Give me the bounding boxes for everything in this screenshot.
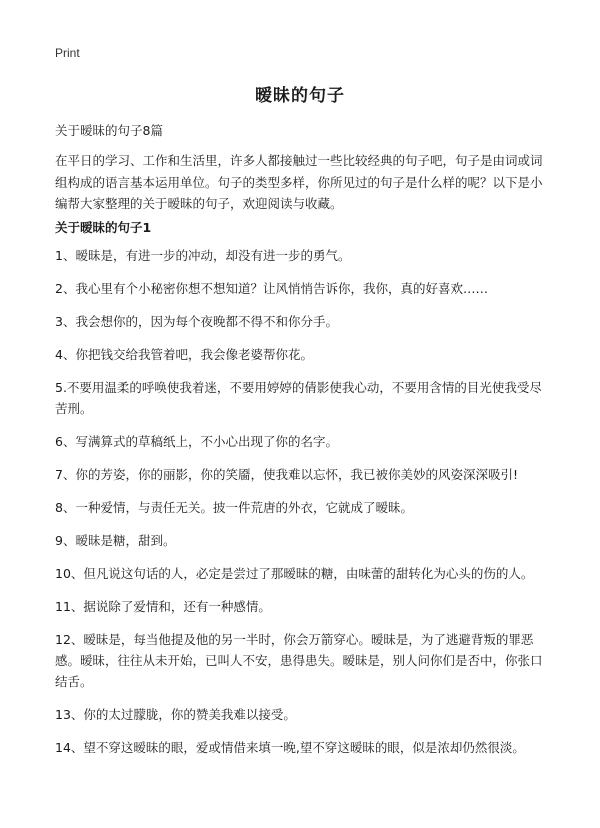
- section-heading: 关于暧昧的句子1: [55, 220, 152, 235]
- list-item: 12、暧昧是，每当他提及他的另一半时，你会万箭穿心。暧昧是，为了逃避背叛的罪恶感。暧昧，往往从未开始，已叫人不安，患得患失。暧昧是，别人问你们是否中，你张口结舌。: [55, 632, 543, 689]
- list-item: 7、你的芳姿，你的丽影，你的笑靥，使我难以忘怀，我已被你美妙的风姿深深吸引!: [55, 467, 518, 482]
- list-item: 1、暧昧是，有进一步的冲动，却没有进一步的勇气。: [55, 248, 351, 263]
- list-item: 2、我心里有个小秘密你想不想知道？让风悄悄告诉你，我你，真的好喜欢……: [55, 281, 488, 296]
- page-title: 暧昧的句子: [255, 86, 345, 106]
- list-item: 10、但凡说这句话的人，必定是尝过了那暧昧的糖，由味蕾的甜转化为心头的伤的人。: [55, 566, 534, 581]
- document-subtitle: 关于暧昧的句子8篇: [55, 123, 163, 138]
- list-item: 3、我会想你的，因为每个夜晚都不得不和你分手。: [55, 314, 338, 329]
- list-item: 14、望不穿这暧昧的眼，爱或情借来填一晚,望不穿这暧昧的眼，似是浓却仍然很淡。: [55, 740, 525, 755]
- list-item: 13、你的太过朦胧，你的赞美我难以接受。: [55, 707, 296, 722]
- list-item: 4、你把钱交给我管着吧，我会像老婆帮你花。: [55, 347, 313, 362]
- sentence-list: [55, 245, 549, 770]
- list-item: 9、暧昧是糖，甜到。: [55, 533, 176, 548]
- list-item: 11、据说除了爱情和，还有一种感情。: [55, 599, 271, 614]
- list-item: 6、写满算式的草稿纸上，不小心出现了你的名字。: [55, 434, 338, 449]
- intro-paragraph: 在平日的学习、工作和生活里，许多人都接触过一些比较经典的句子吧，句子是由词或词组构成的语言基本运用单位。句子的类型多样，你所见过的句子是什么样的呢？以下是小编帮大家整理的关于暧昧的句子，欢迎阅读与收藏。: [55, 153, 543, 211]
- list-item: 5.不要用温柔的呼唤使我着迷，不要用婷婷的倩影使我心动，不要用含情的目光使我受尽苦刑。: [55, 380, 542, 416]
- print-link[interactable]: Print: [55, 46, 80, 60]
- list-item: 8、一种爱情，与责任无关。披一件荒唐的外衣，它就成了暧昧。: [55, 500, 413, 515]
